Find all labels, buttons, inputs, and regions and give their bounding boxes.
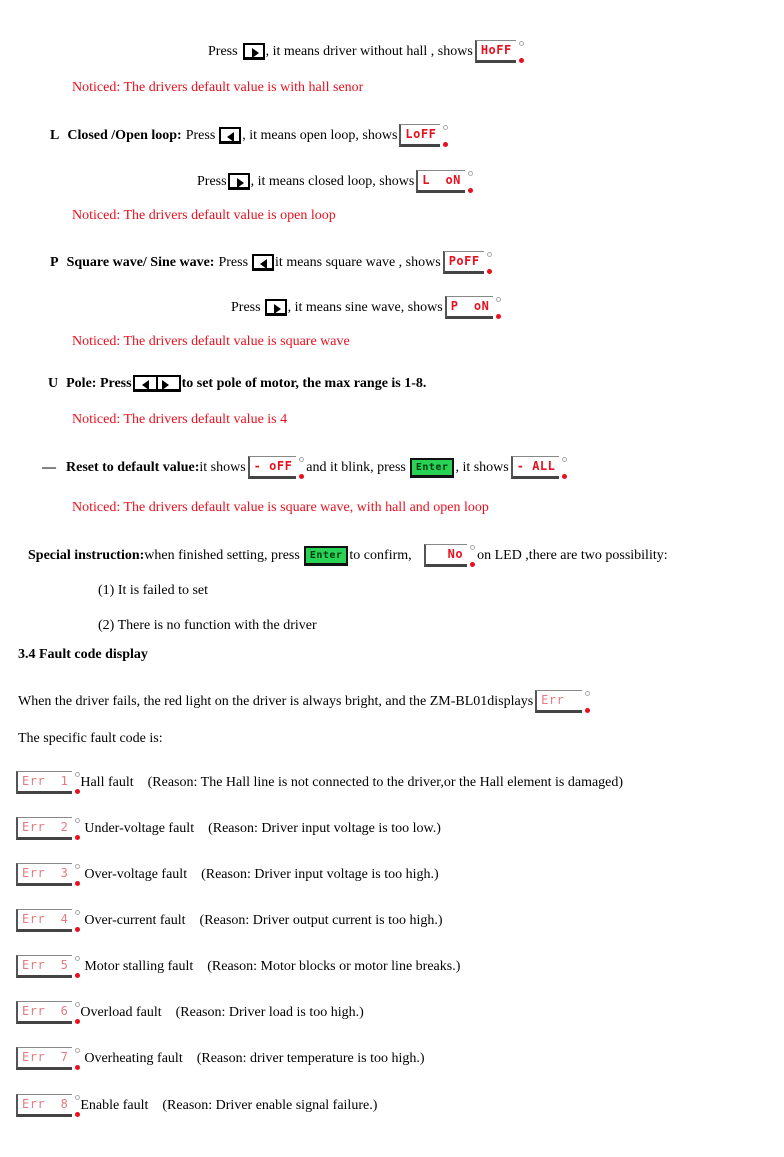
fault-code-row [16,1047,425,1070]
right-arrow-key-icon [243,43,265,60]
right-arrow-key-icon [228,173,250,190]
hall-off-text: , it means driver without hall , shows [265,43,473,59]
pole-heading: Pole: Press [66,375,132,391]
left-arrow-key-icon [219,127,241,144]
reset-text-1: it shows [199,459,246,475]
led-display-err-code: Err 5 [16,955,80,978]
wave-sine-text: , it means sine wave, shows [287,299,443,315]
led-display-no: No [424,544,475,567]
fault-reason: (Reason: driver temperature is too high.) [196,1050,425,1066]
pole-notice: Noticed: The drivers default value is 4 [72,412,288,427]
loop-open-text: , it means open loop, shows [242,127,398,143]
fault-code-row [16,909,443,932]
fault-reason: (Reason: Driver input voltage is too high.) [201,866,439,882]
led-display-off: - oFF [248,456,305,479]
fault-reason: (Reason: Driver load is too high.) [175,1004,364,1020]
fault-name: Overload fault [80,1004,162,1020]
led-display-err-code: Err 8 [16,1094,80,1117]
press-text: Press [185,127,216,143]
reset-notice: Noticed: The drivers default value is square wave, with hall and open loop [72,500,489,515]
fault-reason: (Reason: Motor blocks or motor line breaks.) [207,958,461,974]
special-text-2: to confirm, [349,547,412,563]
fault-name: Enable fault [80,1097,149,1113]
hall-notice: Noticed: The drivers default value is with hall senor [72,80,364,95]
fault-specific-text: The specific fault code is: [18,731,163,746]
special-instruction-line [28,544,668,567]
reset-text-3: , it shows [455,459,509,475]
loop-open-line [50,124,450,147]
fault-name: Overheating fault [84,1050,183,1066]
led-display-all: - ALL [511,456,568,479]
press-text: Press [218,254,249,270]
fault-code-row [16,863,439,886]
special-text-3: on LED ,there are two possibility: [477,547,668,563]
loop-notice: Noticed: The drivers default value is open loop [72,208,336,223]
led-display-err-code: Err 3 [16,863,80,886]
led-display-loff: LoFF [399,124,448,147]
special-item-2: (2) There is no function with the driver [98,618,317,633]
led-display-pon: P oN [445,296,502,319]
pole-text: to set pole of motor, the max range is 1-8. [181,375,427,391]
loop-heading: Closed /Open loop: [67,127,182,143]
fault-code-row [16,817,441,840]
fault-reason: (Reason: Driver enable signal failure.) [162,1097,378,1113]
left-arrow-key-icon [252,254,274,271]
enter-key-icon: Enter [304,546,349,566]
wave-letter: P [50,254,59,270]
fault-name: Over-current fault [84,912,186,928]
wave-sine-line [231,296,503,319]
right-arrow-key-icon [265,299,287,316]
led-display-err-code: Err 2 [16,817,80,840]
led-display-hoff: HoFF [475,40,524,63]
led-display-err-code: Err 4 [16,909,80,932]
press-text: Press [208,43,238,59]
pole-line [48,375,426,392]
wave-square-text: it means square wave , shows [275,254,441,270]
wave-square-line [50,251,494,274]
hall-off-line [208,40,526,63]
press-text: Press [197,173,227,189]
pole-letter: U [48,375,59,391]
fault-intro-text: When the driver fails, the red light on the driver is always bright, and the ZM-BL01displays [18,693,534,709]
fault-section-heading: 3.4 Fault code display [18,647,148,662]
reset-text-2: and it blink, press [306,459,406,475]
fault-code-row [16,1001,364,1024]
fault-reason: (Reason: The Hall line is not connected to the driver,or the Hall element is damaged) [147,774,624,790]
press-text: Press [231,299,261,315]
enter-key-icon: Enter [410,458,455,478]
led-display-err-code: Err 1 [16,771,80,794]
fault-code-row [16,955,460,978]
fault-reason: (Reason: Driver input voltage is too low.) [208,820,441,836]
special-text-1: when finished setting, press [144,547,300,563]
led-display-poff: PoFF [443,251,492,274]
wave-heading: Square wave/ Sine wave: [66,254,215,270]
led-display-err-code: Err 7 [16,1047,80,1070]
loop-letter: L [50,127,60,143]
reset-dash: — [42,459,56,475]
fault-intro-line [18,690,592,713]
fault-reason: (Reason: Driver output current is too high.) [199,912,443,928]
loop-closed-line [197,170,475,193]
special-heading: Special instruction: [28,547,145,563]
loop-closed-text: , it means closed loop, shows [250,173,415,189]
fault-name: Under-voltage fault [84,820,195,836]
wave-notice: Noticed: The drivers default value is square wave [72,334,350,349]
fault-name: Motor stalling fault [84,958,194,974]
special-item-1: (1) It is failed to set [98,583,209,598]
fault-name: Hall fault [80,774,134,790]
fault-code-row [16,771,623,794]
fault-name: Over-voltage fault [84,866,188,882]
led-display-err: Err [535,690,590,713]
reset-line [42,456,569,479]
led-display-lon: L oN [416,170,473,193]
reset-heading: Reset to default value: [66,459,200,475]
led-display-err-code: Err 6 [16,1001,80,1024]
fault-code-row [16,1094,377,1117]
left-right-arrow-keys-icon [133,375,181,392]
